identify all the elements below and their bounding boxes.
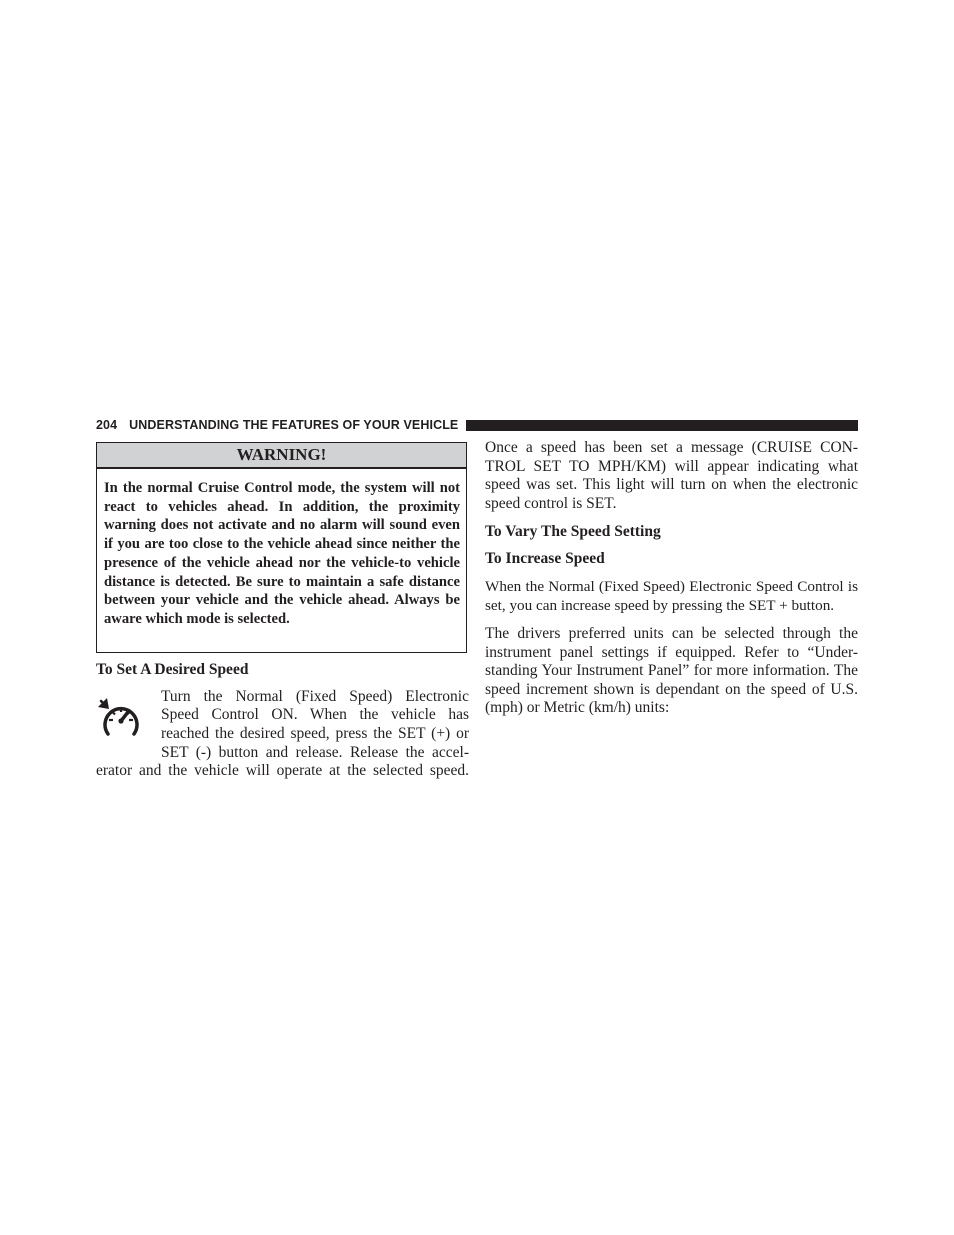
- page-header: [96, 416, 858, 434]
- speedometer-cruise-icon: [96, 696, 146, 746]
- cruise-message-paragraph: Once a speed has been set a message (CRUISE CON-TROL SET TO MPH/KM) will appear indicating what speed was set. This light will turn on when the electronic speed control is SET.: [485, 439, 858, 512]
- set-speed-line-5: erator and the vehicle will operate at the selected speed.: [96, 762, 469, 779]
- set-speed-line-1: Turn the Normal (Fixed Speed) Electronic: [161, 688, 469, 705]
- warning-box: [96, 442, 467, 653]
- warning-text: In the normal Cruise Control mode, the system will not react to vehicles ahead. In addition, the proximity warning does not activate and no alarm will sound even if you are too close to the vehicle ahead since neither the presence of the vehicle ahead nor the vehicle-to vehicle distance is detected. Be sure to maintain a safe distance between your vehicle and the vehicle ahead. Always be aware which mode is selected.: [104, 480, 460, 627]
- heading-set-desired-speed: To Set A Desired Speed: [96, 661, 249, 678]
- increase-speed-paragraph: When the Normal (Fixed Speed) Electronic Speed Control is set, you can increase speed by pressing the SET + button.: [485, 578, 858, 614]
- set-speed-line-3: reached the desired speed, press the SET (+) or: [161, 725, 469, 742]
- heading-increase-speed: To Increase Speed: [485, 550, 605, 567]
- units-paragraph: The drivers preferred units can be selected through the instrument panel settings if equipped. Refer to “Under-standing Your Instrument Panel” for more information. The speed increment shown is dependant on the speed of U.S. (mph) or Metric (km/h) units:: [485, 625, 858, 717]
- section-title: UNDERSTANDING THE FEATURES OF YOUR VEHICLE: [129, 418, 459, 432]
- warning-title: WARNING!: [97, 443, 466, 469]
- set-speed-line-4: SET (-) button and release. Release the accel-: [161, 744, 469, 761]
- header-rule: [466, 420, 858, 431]
- set-speed-line-2: Speed Control ON. When the vehicle has: [161, 706, 469, 723]
- heading-vary-speed: To Vary The Speed Setting: [485, 523, 661, 540]
- page-number: 204: [96, 418, 118, 432]
